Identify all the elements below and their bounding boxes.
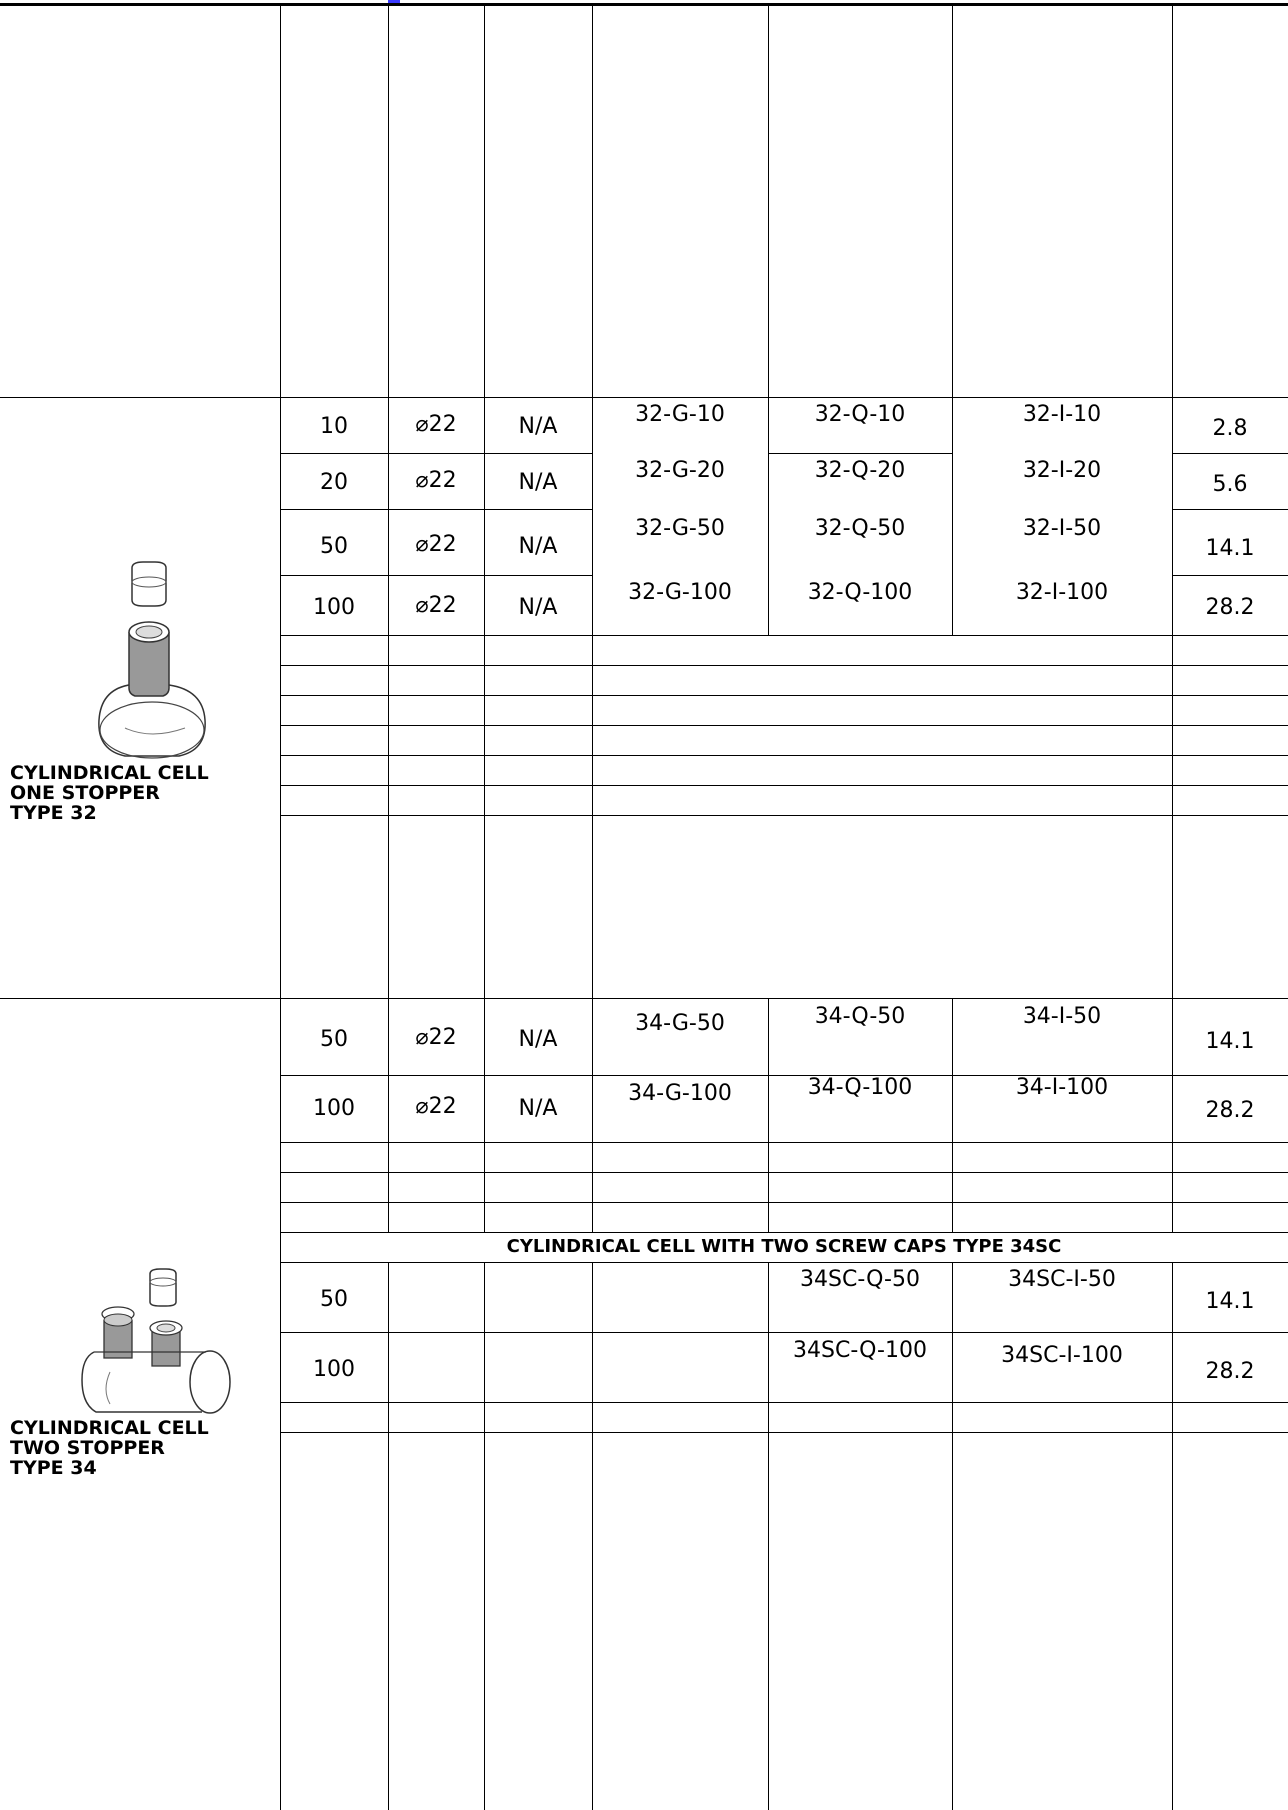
section-divider xyxy=(0,397,1288,398)
glass-part-cell: 34-G-50 xyxy=(635,1011,725,1036)
na-cell: N/A xyxy=(518,414,558,439)
col-line xyxy=(592,6,593,1810)
row-line xyxy=(1172,453,1288,454)
quartz-part-cell: 32-Q-50 xyxy=(814,516,906,541)
volume-cell: 14.1 xyxy=(1205,1029,1255,1054)
path-length-cell: 10 xyxy=(320,414,348,439)
path-length-cell: 50 xyxy=(320,1027,348,1052)
ir-part-cell: 34-I-100 xyxy=(1015,1075,1109,1100)
quartz-part-cell: 32-Q-10 xyxy=(814,402,906,427)
subheading-34sc: CYLINDRICAL CELL WITH TWO SCREW CAPS TYPE 34SC xyxy=(506,1236,1062,1257)
top-rule xyxy=(0,3,1288,6)
cylindrical-cell-one-stopper-drawing xyxy=(95,560,225,760)
col-line xyxy=(484,6,485,1810)
label-line: TYPE 34 xyxy=(10,1457,97,1479)
quartz-part-cell: 32-Q-100 xyxy=(807,580,913,605)
label-line: TWO STOPPER xyxy=(10,1437,165,1459)
col-line xyxy=(388,6,389,1810)
glass-part-cell: 32-G-10 xyxy=(635,402,725,427)
link-fragment xyxy=(388,0,400,3)
col-line xyxy=(280,6,281,1810)
quartz-part-cell: 34SC-Q-100 xyxy=(793,1338,927,1363)
quartz-part-cell: 34-Q-50 xyxy=(814,1004,906,1029)
section-divider xyxy=(0,998,1288,999)
cylindrical-cell-two-stopper-drawing xyxy=(80,1268,240,1418)
na-cell: N/A xyxy=(518,534,558,559)
row-line xyxy=(280,509,592,510)
row-line xyxy=(768,453,952,454)
quartz-part-cell: 34SC-Q-50 xyxy=(800,1267,920,1292)
diameter-cell: ⌀22 xyxy=(415,1094,457,1119)
path-length-cell: 50 xyxy=(320,1287,348,1312)
glass-part-cell: 34-G-100 xyxy=(628,1081,732,1106)
diameter-cell: ⌀22 xyxy=(415,593,457,618)
volume-cell: 28.2 xyxy=(1205,1098,1255,1123)
volume-cell: 28.2 xyxy=(1205,595,1255,620)
row-line xyxy=(280,785,1288,786)
section-label-type-34 xyxy=(10,1418,209,1478)
row-line xyxy=(280,575,592,576)
path-length-cell: 100 xyxy=(313,1357,355,1382)
section-label-type-32 xyxy=(10,763,209,823)
ir-part-cell: 34SC-I-100 xyxy=(1001,1343,1123,1368)
col-line xyxy=(952,998,953,1232)
label-line: CYLINDRICAL CELL xyxy=(10,762,209,784)
ir-part-cell: 32-I-50 xyxy=(1022,516,1102,541)
row-line xyxy=(280,453,592,454)
ir-part-cell: 34SC-I-50 xyxy=(1008,1267,1116,1292)
na-cell: N/A xyxy=(518,595,558,620)
col-line xyxy=(952,6,953,398)
diameter-cell: ⌀22 xyxy=(415,468,457,493)
glass-part-cell: 32-G-100 xyxy=(628,580,732,605)
volume-cell: 2.8 xyxy=(1212,416,1248,441)
row-line xyxy=(280,635,1288,636)
diameter-cell: ⌀22 xyxy=(415,1025,457,1050)
row-line xyxy=(280,695,1288,696)
row-line xyxy=(280,755,1288,756)
glass-part-cell: 32-G-50 xyxy=(635,516,725,541)
row-line xyxy=(280,1402,1288,1403)
quartz-part-cell: 34-Q-100 xyxy=(807,1075,913,1100)
ir-part-cell: 32-I-100 xyxy=(1015,580,1109,605)
label-line: CYLINDRICAL CELL xyxy=(10,1417,209,1439)
volume-cell: 28.2 xyxy=(1205,1359,1255,1384)
path-length-cell: 100 xyxy=(313,1096,355,1121)
row-line xyxy=(280,1262,1288,1263)
path-length-cell: 20 xyxy=(320,470,348,495)
na-cell: N/A xyxy=(518,1096,558,1121)
volume-cell: 5.6 xyxy=(1212,472,1248,497)
path-length-cell: 50 xyxy=(320,534,348,559)
diameter-cell: ⌀22 xyxy=(415,532,457,557)
na-cell: N/A xyxy=(518,470,558,495)
row-line xyxy=(280,1202,1288,1203)
row-line xyxy=(280,1142,1288,1143)
ir-part-cell: 32-I-20 xyxy=(1022,458,1102,483)
row-line xyxy=(280,1432,1288,1433)
col-line xyxy=(1172,6,1173,1810)
row-line xyxy=(1172,509,1288,510)
path-length-cell: 100 xyxy=(313,595,355,620)
diameter-cell: ⌀22 xyxy=(415,412,457,437)
label-line: TYPE 32 xyxy=(10,802,97,824)
row-line xyxy=(280,725,1288,726)
row-line xyxy=(1172,575,1288,576)
ir-part-cell: 34-I-50 xyxy=(1022,1004,1102,1029)
label-line: ONE STOPPER xyxy=(10,782,160,804)
quartz-part-cell: 32-Q-20 xyxy=(814,458,906,483)
volume-cell: 14.1 xyxy=(1205,536,1255,561)
ir-part-cell: 32-I-10 xyxy=(1022,402,1102,427)
row-line xyxy=(280,815,1288,816)
col-line xyxy=(768,998,769,1232)
col-line xyxy=(768,6,769,398)
row-line xyxy=(280,665,1288,666)
row-line xyxy=(280,1332,1288,1333)
na-cell: N/A xyxy=(518,1027,558,1052)
row-line xyxy=(280,1172,1288,1173)
volume-cell: 14.1 xyxy=(1205,1289,1255,1314)
glass-part-cell: 32-G-20 xyxy=(635,458,725,483)
